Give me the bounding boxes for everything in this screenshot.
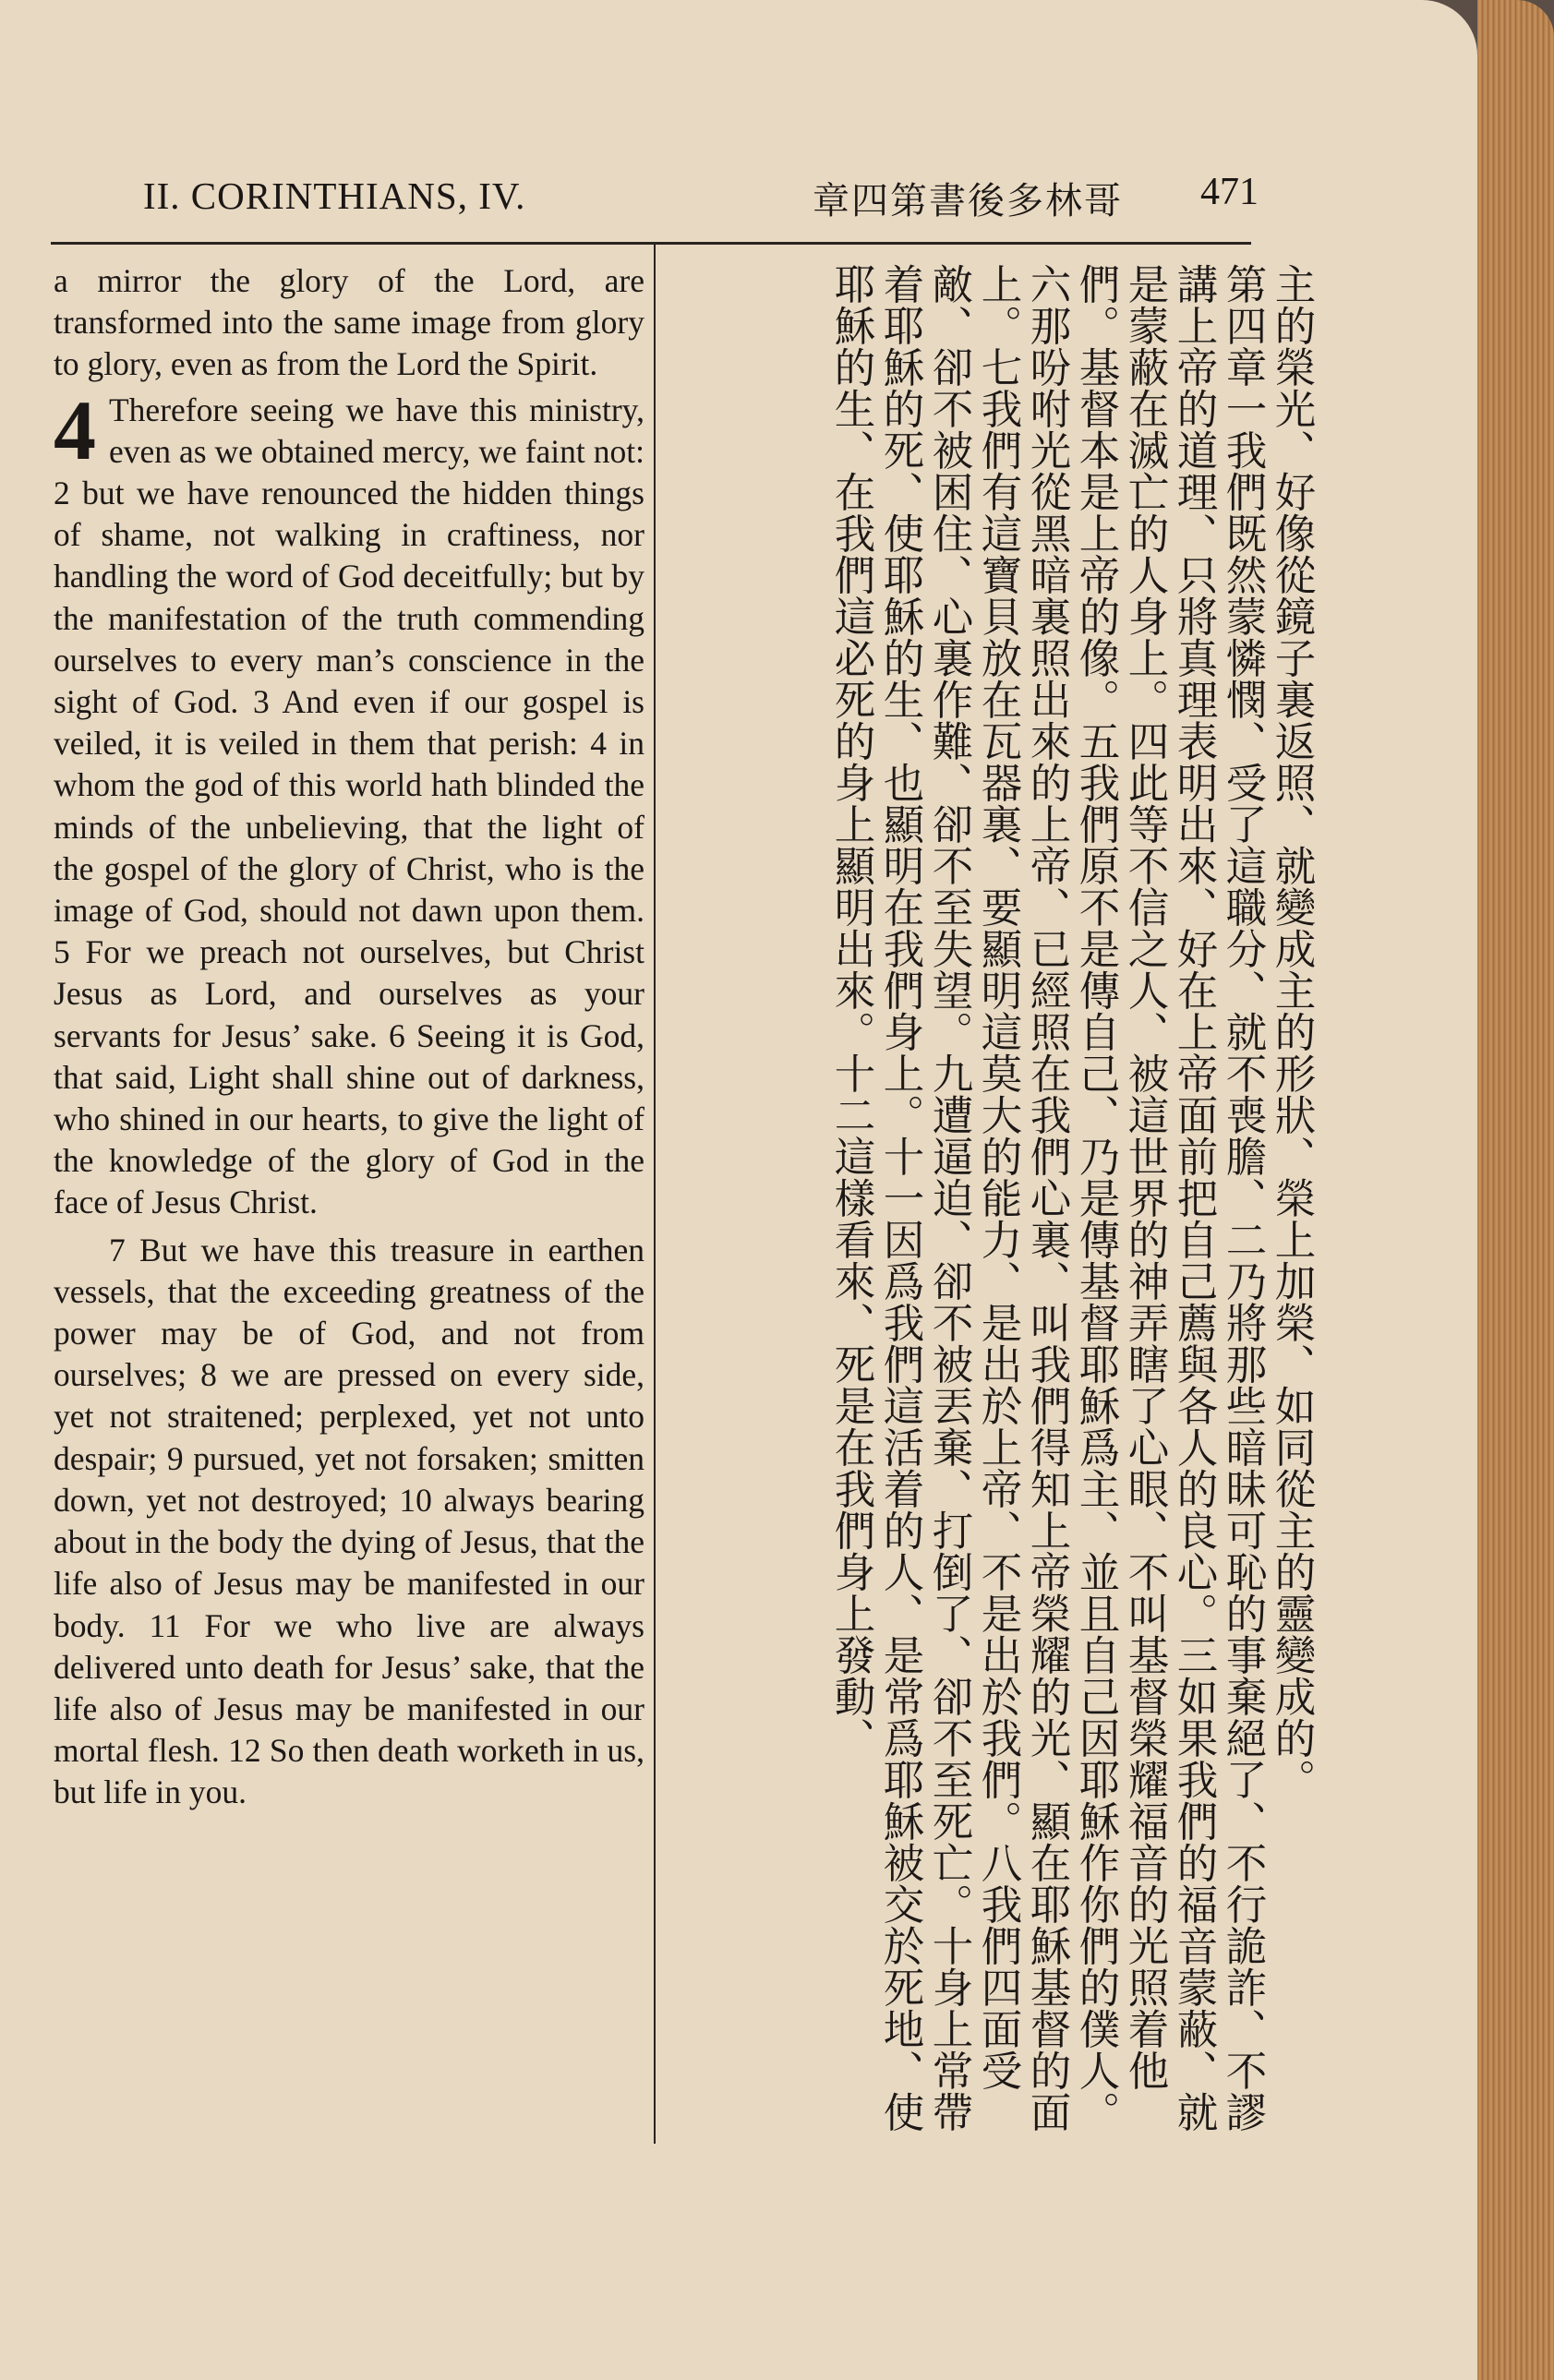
chapter-paragraph xyxy=(54,382,644,1224)
chinese-chapter xyxy=(826,263,1267,2146)
chapter-text: Therefore seeing we have this ministry, even as we obtained mercy, we faint not: 2 but we have renounced the hidden things of shame, not walking in craftiness, nor handling the word of God deceitfully; but by the manifestation of the truth commending ourselves to every man’s conscience in the sight of God. 3 And even if our gospel is veiled, it is veiled in them that perish: 4 in whom the god of this world hath blinded the minds of the unbelieving, that the light of the gospel of the glory of Christ, who is the image of God, should not dawn upon them. 5 For we preach not ourselves, but Christ Jesus as Lord, and ourselves as your servants for Jesus’ sake. 6 Seeing it is God, that said, Light shall shine out of darkness, who shined in our hearts, to give the light of the knowledge of the glory of God in the face of Jesus Christ. xyxy=(54,391,644,1221)
chinese-column xyxy=(669,263,1316,2146)
chinese-carryover: 主的榮光、好像從鏡子裏返照、就變成主的形狀、榮上加榮、如同從主的靈變成的。 xyxy=(1268,263,1315,1800)
header-rule xyxy=(51,242,1251,245)
chinese-chapter-heading: 第四章 xyxy=(1219,263,1266,388)
running-head-chinese: 章四第書後多林哥 xyxy=(813,180,1123,222)
carryover-paragraph: a mirror the glory of the Lord, are transformed into the same image from glory to glory, even as from the Lord the Spirit. xyxy=(54,262,644,383)
page-number: 471 xyxy=(1200,171,1259,213)
running-head: II. CORINTHIANS, IV. xyxy=(143,174,526,217)
column-rule xyxy=(654,242,656,2144)
chapter-number: 4 xyxy=(54,382,96,477)
chinese-chapter-text: 一我們既然蒙憐憫、受了這職分、就不喪膽、二乃將那些暗昧可恥的事棄絕了、不行詭詐、不謬講上帝的道理、只將真理表明出來、好在上帝面前把自己薦與各人的良心。三如果我們的福音蒙蔽、就是蒙蔽在滅亡的人身上。四此等不信之人、被這世界的神弄瞎了心眼、不叫基督榮耀福音的光照着他們。基督本是上帝的像。五我們原不是傳自己、乃是傳基督耶穌爲主、並且自己因耶穌作你們的僕人。六那吩咐光從黑暗裏照出來的上帝、已經照在我們心裏、叫我們得知上帝榮耀的光、顯在耶穌基督的面上。七我們有這寶貝放在瓦器裏、要顯明這莫大的能力、是出於上帝、不是出於我們。八我們四面受敵、卻不被困住、心裏作難、卻不至失望。九遭逼迫、卻不被丟棄、打倒了、卻不至死亡。十身上常帶着耶穌的死、使耶穌的生、也顯明在我們身上。十一因爲我們這活着的人、是常爲耶穌被交於死地、使耶穌的生、在我們這必死的身上顯明出來。十二這樣看來、死是在我們身上發動、 xyxy=(827,263,1266,2133)
verse-seven-paragraph: 7 But we have this treasure in earthen vessels, that the exceeding greatness of the power may be of God, and not from ourselves; 8 we are pressed on every side, yet not straitened; perplexed, yet not unto despair; 9 pursued, yet not forsaken; smitten down, yet not destroyed; 10 always bearing about in the body the dying of Jesus, that the life also of Jesus may be manifested in our body. 11 For we who live are always delivered unto death for Jesus’ sake, that the life also of Jesus may be manifested in our mortal flesh. 12 So then death worketh in us, but life in you. xyxy=(54,1231,644,1811)
page-edges xyxy=(1477,0,1554,2380)
english-column xyxy=(54,260,644,1814)
page-header xyxy=(55,162,1265,227)
